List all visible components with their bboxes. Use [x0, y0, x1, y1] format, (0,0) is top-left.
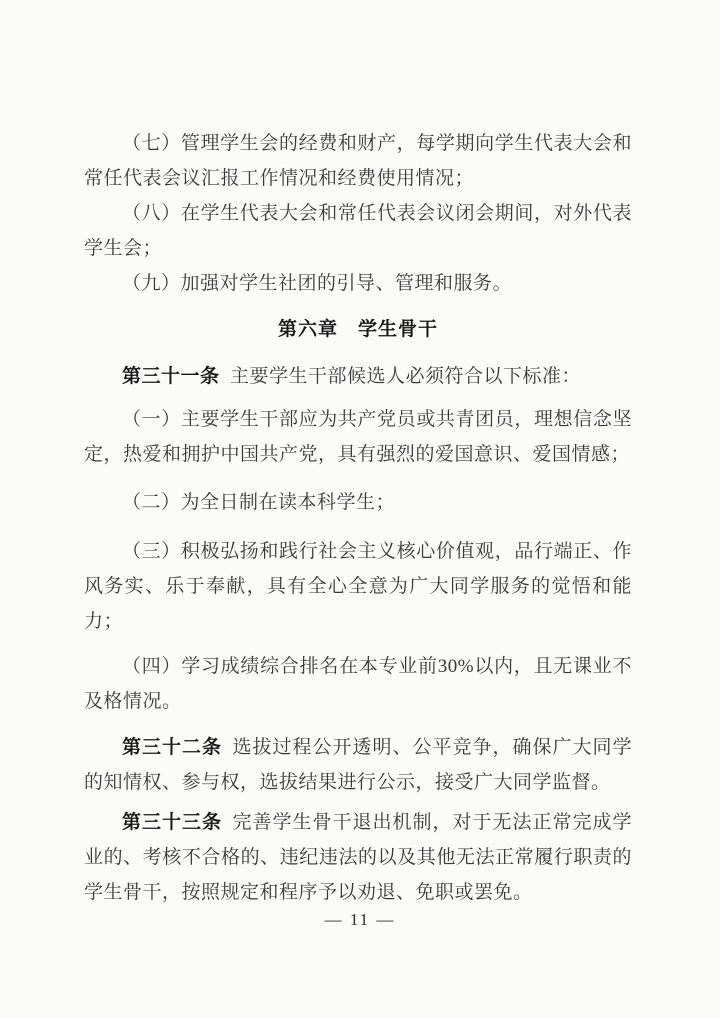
- criterion-paragraph-2: （二）为全日制在读本科学生；: [122, 492, 396, 513]
- document-body: [84, 0, 632, 910]
- criterion-paragraph-3: （三）积极弘扬和践行社会主义核心价值观，品行端正、作风务实、乐于奉献，具有全心全意为广大同学服务的觉悟和能力；: [84, 541, 632, 632]
- clause-paragraph-7: （七）管理学生会的经费和财产，每学期向学生代表大会和常任代表会议汇报工作情况和经费使用情况；: [84, 133, 632, 189]
- article-33-paragraph: [84, 805, 632, 910]
- chapter-heading: 第六章 学生骨干: [277, 319, 438, 340]
- clause-paragraph-9: （九）加强对学生社团的引导、管理和服务。: [122, 273, 513, 294]
- article-32-number: 第三十二条: [122, 737, 223, 758]
- clause-paragraph-8: （八）在学生代表大会和常任代表会议闭会期间，对外代表学生会；: [84, 203, 632, 259]
- page-number: — 11 —: [324, 910, 396, 929]
- article-31-number: 第三十一条: [122, 366, 220, 387]
- article-31-paragraph: [84, 359, 632, 394]
- criterion-paragraph-1: （一）主要学生干部应为共产党员或共青团员，理想信念坚定，热爱和拥护中国共产党，具有强烈的爱国意识、爱国情感；: [84, 409, 632, 465]
- article-32-text: 选拔过程公开透明、公平竞争，确保广大同学的知情权、参与权，选拔结果进行公示，接受广大同学监督。: [84, 737, 632, 793]
- article-32-paragraph: [84, 730, 632, 800]
- criterion-paragraph-4: （四）学习成绩综合排名在本专业前30%以内，且无课业不及格情况。: [84, 656, 632, 712]
- article-31-text: 主要学生干部候选人必须符合以下标准：: [229, 366, 581, 387]
- page-footer: [0, 905, 720, 935]
- article-33-text: 完善学生骨干退出机制，对于无法正常完成学业的、考核不合格的、违纪违法的以及其他无法正常履行职责的学生骨干，按照规定和程序予以劝退、免职或罢免。: [84, 812, 632, 903]
- article-33-number: 第三十三条: [122, 812, 223, 833]
